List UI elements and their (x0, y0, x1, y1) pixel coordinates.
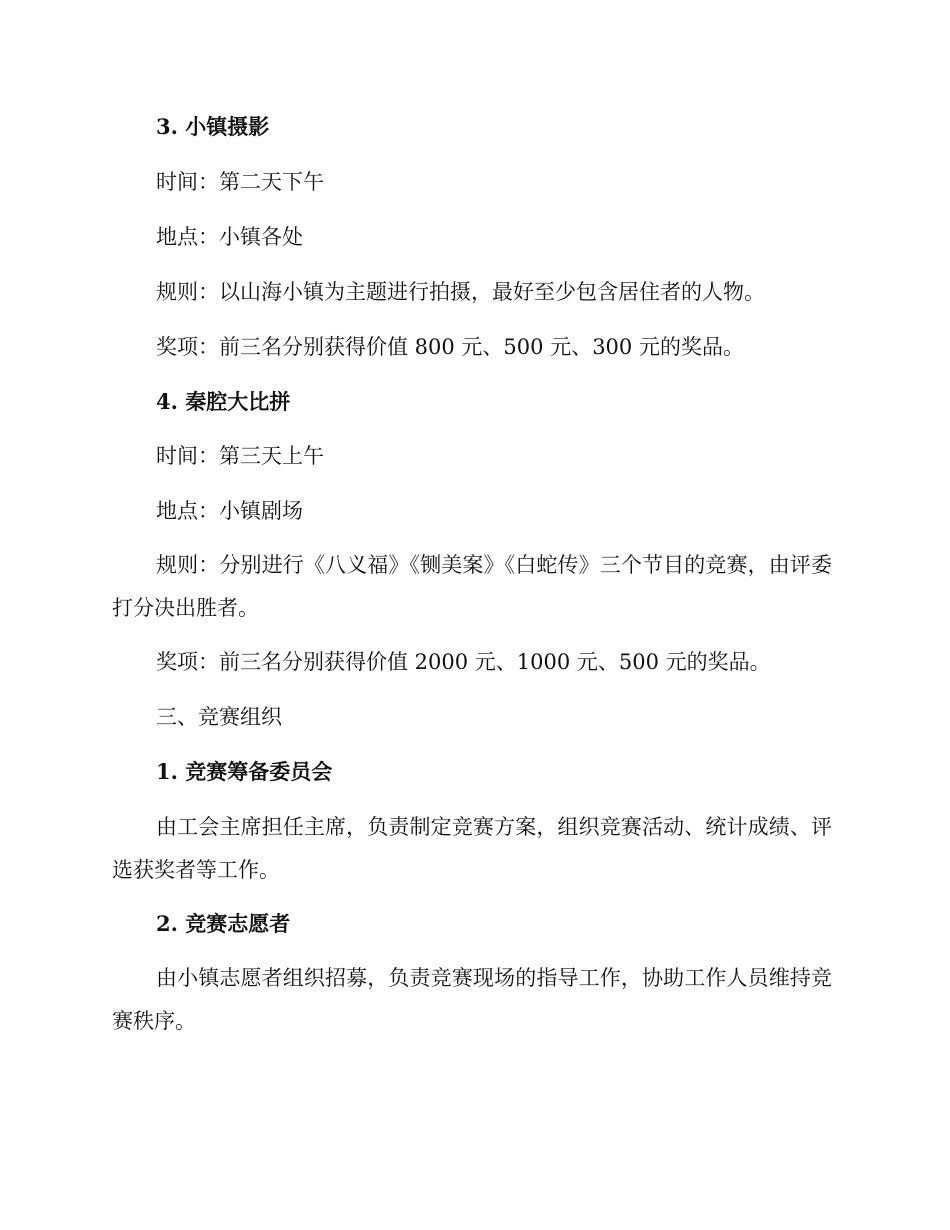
photography-location: 地点：小镇各处 (156, 225, 303, 249)
photography-time: 时间：第二天下午 (156, 170, 324, 194)
qinqiang-time: 时间：第三天上午 (156, 444, 324, 468)
qinqiang-location: 地点：小镇剧场 (156, 499, 303, 523)
section-heading-volunteers: 2. 竞赛志愿者 (156, 911, 291, 936)
section-heading-preparatory-committee: 1. 竞赛筹备委员会 (156, 759, 333, 784)
chapter-heading-competition-organization: 三、竞赛组织 (156, 705, 282, 729)
section-heading-qinqiang-contest: 4. 秦腔大比拼 (156, 389, 291, 414)
section-heading-town-photography: 3. 小镇摄影 (156, 114, 270, 139)
volunteers-description: 由小镇志愿者组织招募，负责竞赛现场的指导工作，协助工作人员维持竞赛秩序。 (112, 966, 832, 1033)
qinqiang-rules: 规则：分别进行《八义福》《铡美案》《白蛇传》三个节目的竞赛，由评委打分决出胜者。 (112, 553, 832, 620)
photography-awards: 奖项：前三名分别获得价值 800 元、500 元、300 元的奖品。 (156, 335, 744, 359)
qinqiang-awards: 奖项：前三名分别获得价值 2000 元、1000 元、500 元的奖品。 (156, 650, 771, 674)
committee-description: 由工会主席担任主席，负责制定竞赛方案，组织竞赛活动、统计成绩、评选获奖者等工作。 (112, 815, 832, 882)
photography-rules: 规则：以山海小镇为主题进行拍摄，最好至少包含居住者的人物。 (156, 280, 765, 304)
